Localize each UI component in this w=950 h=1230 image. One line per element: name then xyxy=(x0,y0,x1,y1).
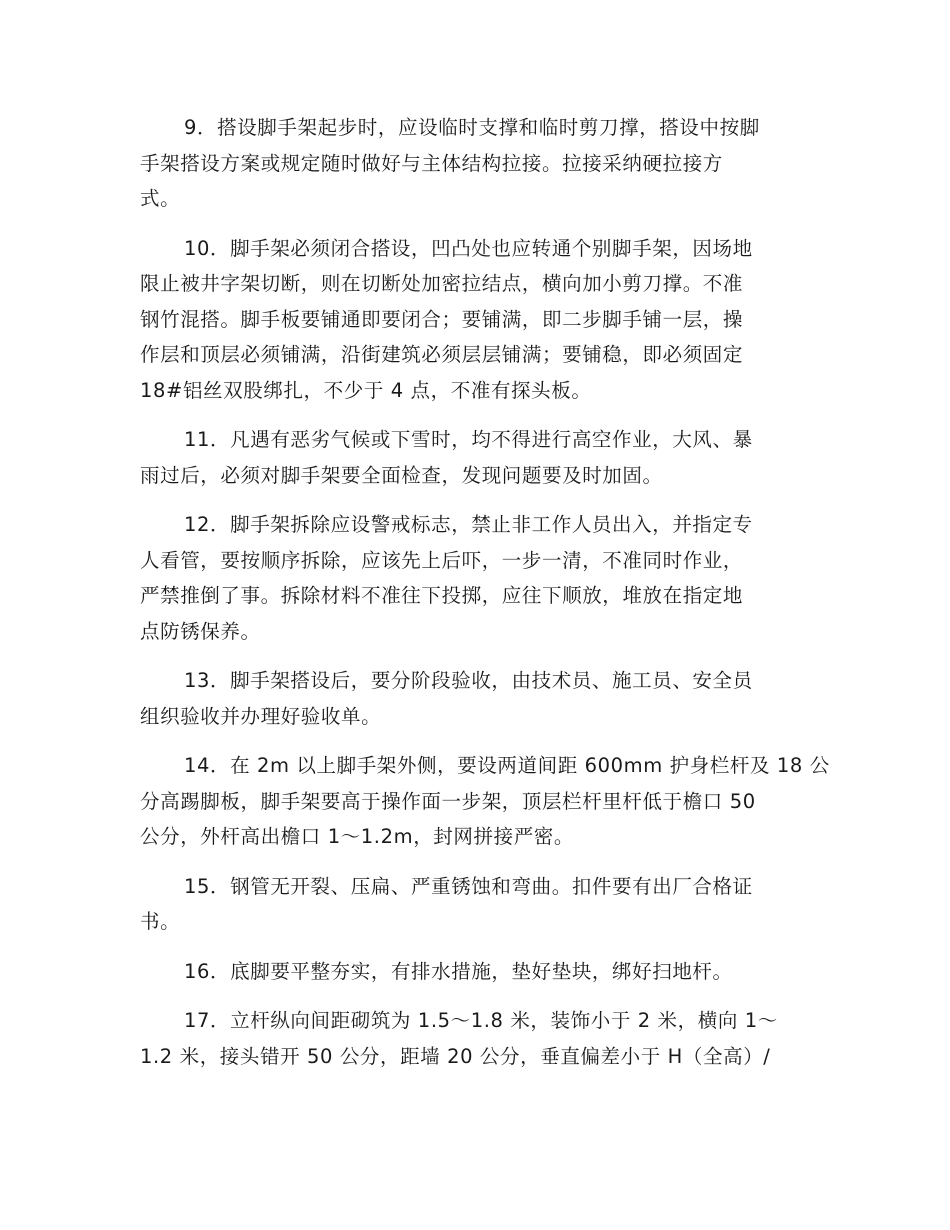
paragraph-item-13 xyxy=(140,663,810,734)
paragraph-item-16 xyxy=(140,954,810,990)
paragraph-line: 10．脚手架必须闭合搭设，凹凸处也应转通个别脚手架，因场地 xyxy=(184,236,753,260)
paragraph-line: 9．搭设脚手架起步时，应设临时支撑和临时剪刀撑，搭设中按脚 xyxy=(184,116,760,139)
paragraph-line: 11．凡遇有恶劣气候或下雪时，均不得进行高空作业，大风、暴 xyxy=(184,428,753,451)
paragraph-line: 组织验收并办理好验收单。 xyxy=(140,704,382,728)
paragraph-line: 14．在 2m 以上脚手架外侧，要设两道间距 600mm 护身栏杆及 18 公 xyxy=(184,754,830,777)
paragraph-line: 钢竹混搭。脚手板要铺通即要闭合；要铺满，即二步脚手铺一层，操 xyxy=(140,307,744,331)
paragraph-line: 12．脚手架拆除应设警戒标志，禁止非工作人员出入，并指定专 xyxy=(184,513,753,536)
paragraph-line: 雨过后，必须对脚手架要全面检查，发现问题要及时加固。 xyxy=(140,463,663,487)
paragraph-line: 公分，外杆高出檐口 1～1.2m，封网拼接严密。 xyxy=(140,825,575,848)
paragraph-line: 13．脚手架搭设后，要分阶段验收，由技术员、施工员、安全员 xyxy=(184,669,753,692)
paragraph-line: 18#铝丝双股绑扎，不少于 4 点，不准有探头板。 xyxy=(140,378,592,402)
paragraph-line: 17．立杆纵向间距砌筑为 1.5～1.8 米，装饰小于 2 米，横向 1～ xyxy=(184,1009,778,1032)
paragraph-line: 手架搭设方案或规定随时做好与主体结构拉接。拉接采纳硬拉接方 xyxy=(140,151,723,175)
paragraph-item-9 xyxy=(140,110,810,217)
paragraph-item-17 xyxy=(140,1003,810,1074)
paragraph-line: 严禁推倒了事。拆除材料不准往下投掷，应往下顺放，堆放在指定地 xyxy=(140,584,744,607)
paragraph-line: 限止被井字架切断，则在切断处加密拉结点，横向加小剪刀撑。不准 xyxy=(140,272,744,295)
paragraph-line: 人看管，要按顺序拆除，应该先上后吓，一步一清，不准同时作业， xyxy=(140,548,744,572)
paragraph-line: 式。 xyxy=(140,187,181,210)
paragraph-item-10 xyxy=(140,231,810,409)
document-body xyxy=(140,110,830,1088)
paragraph-item-11 xyxy=(140,422,810,493)
paragraph-line: 1.2 米，接头错开 50 公分，距墙 20 公分，垂直偏差小于 H（全高）/ xyxy=(140,1044,771,1068)
paragraph-line: 点防锈保养。 xyxy=(140,619,261,643)
paragraph-line: 书。 xyxy=(140,910,181,933)
paragraph-line: 分高踢脚板，脚手架要高于操作面一步架，顶层栏杆里杆低于檐口 50 xyxy=(140,789,756,813)
paragraph-line: 15．钢管无开裂、压扁、严重锈蚀和弯曲。扣件要有出厂合格证 xyxy=(184,874,753,898)
paragraph-item-12 xyxy=(140,507,810,649)
paragraph-item-15 xyxy=(140,869,810,940)
paragraph-item-14 xyxy=(140,748,830,855)
paragraph-line: 作层和顶层必须铺满，沿街建筑必须层层铺满；要铺稳，即必须固定 xyxy=(140,343,744,366)
paragraph-line: 16．底脚要平整夯实，有排水措施，垫好垫块，绑好扫地杆。 xyxy=(184,959,733,983)
